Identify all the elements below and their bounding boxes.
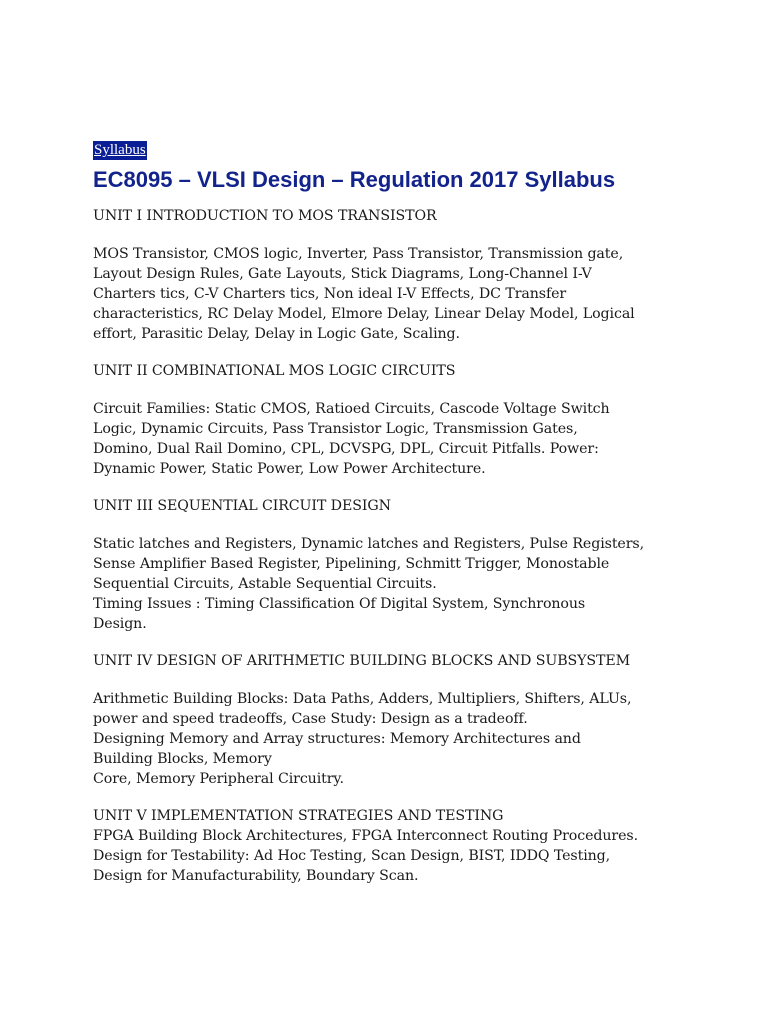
unit-4-line: power and speed tradeoffs, Case Study: Design as a tradeoff.: [93, 711, 528, 727]
unit-2-heading: UNIT II COMBINATIONAL MOS LOGIC CIRCUITS: [93, 363, 456, 379]
unit-3-line: Sense Amplifier Based Register, Pipelining, Schmitt Trigger, Monostable: [93, 556, 610, 572]
unit-2-content: [93, 399, 693, 479]
unit-4-line: Core, Memory Peripheral Circuitry.: [93, 771, 344, 787]
unit-5-line: FPGA Building Block Architectures, FPGA Interconnect Routing Procedures.: [93, 828, 638, 844]
unit-1-heading: UNIT I INTRODUCTION TO MOS TRANSISTOR: [93, 208, 437, 224]
unit-1-content: [93, 244, 693, 344]
unit-3-line: Design.: [93, 616, 147, 632]
unit-1-line: effort, Parasitic Delay, Delay in Logic Gate, Scaling.: [93, 326, 460, 342]
unit-4-line: Arithmetic Building Blocks: Data Paths, Adders, Multipliers, Shifters, ALUs,: [93, 691, 632, 707]
syllabus-link[interactable]: Syllabus: [94, 142, 146, 158]
unit-2-line: Domino, Dual Rail Domino, CPL, DCVSPG, DPL, Circuit Pitfalls. Power:: [93, 441, 599, 457]
unit-5-content: [93, 826, 693, 886]
unit-2-line: Circuit Families: Static CMOS, Ratioed Circuits, Cascode Voltage Switch: [93, 401, 610, 417]
unit-3-content: [93, 534, 693, 634]
unit-4-heading: UNIT IV DESIGN OF ARITHMETIC BUILDING BLOCKS AND SUBSYSTEM: [93, 653, 631, 669]
unit-3-heading: UNIT III SEQUENTIAL CIRCUIT DESIGN: [93, 498, 391, 514]
unit-4-line: Designing Memory and Array structures: Memory Architectures and: [93, 731, 581, 747]
unit-1-line: characteristics, RC Delay Model, Elmore Delay, Linear Delay Model, Logical: [93, 306, 635, 322]
unit-5-heading: UNIT V IMPLEMENTATION STRATEGIES AND TESTING: [93, 808, 504, 824]
unit-1-line: Charters tics, C-V Charters tics, Non ideal I-V Effects, DC Transfer: [93, 286, 567, 302]
unit-2-line: Logic, Dynamic Circuits, Pass Transistor Logic, Transmission Gates,: [93, 421, 578, 437]
unit-3-line: Timing Issues : Timing Classification Of Digital System, Synchronous: [93, 596, 586, 612]
unit-3-line: Static latches and Registers, Dynamic latches and Registers, Pulse Registers,: [93, 536, 644, 552]
document-page: [93, 139, 693, 886]
unit-1-line: Layout Design Rules, Gate Layouts, Stick Diagrams, Long-Channel I-V: [93, 266, 592, 282]
unit-4-content: [93, 689, 693, 789]
unit-4-line: Building Blocks, Memory: [93, 751, 272, 767]
unit-2-line: Dynamic Power, Static Power, Low Power Architecture.: [93, 461, 486, 477]
unit-3-line: Sequential Circuits, Astable Sequential Circuits.: [93, 576, 437, 592]
unit-1-line: MOS Transistor, CMOS logic, Inverter, Pass Transistor, Transmission gate,: [93, 246, 624, 262]
unit-5-line: Design for Manufacturability, Boundary Scan.: [93, 868, 419, 884]
page-title: EC8095 – VLSI Design – Regulation 2017 Syllabus: [93, 167, 616, 192]
unit-5-line: Design for Testability: Ad Hoc Testing, Scan Design, BIST, IDDQ Testing,: [93, 848, 611, 864]
